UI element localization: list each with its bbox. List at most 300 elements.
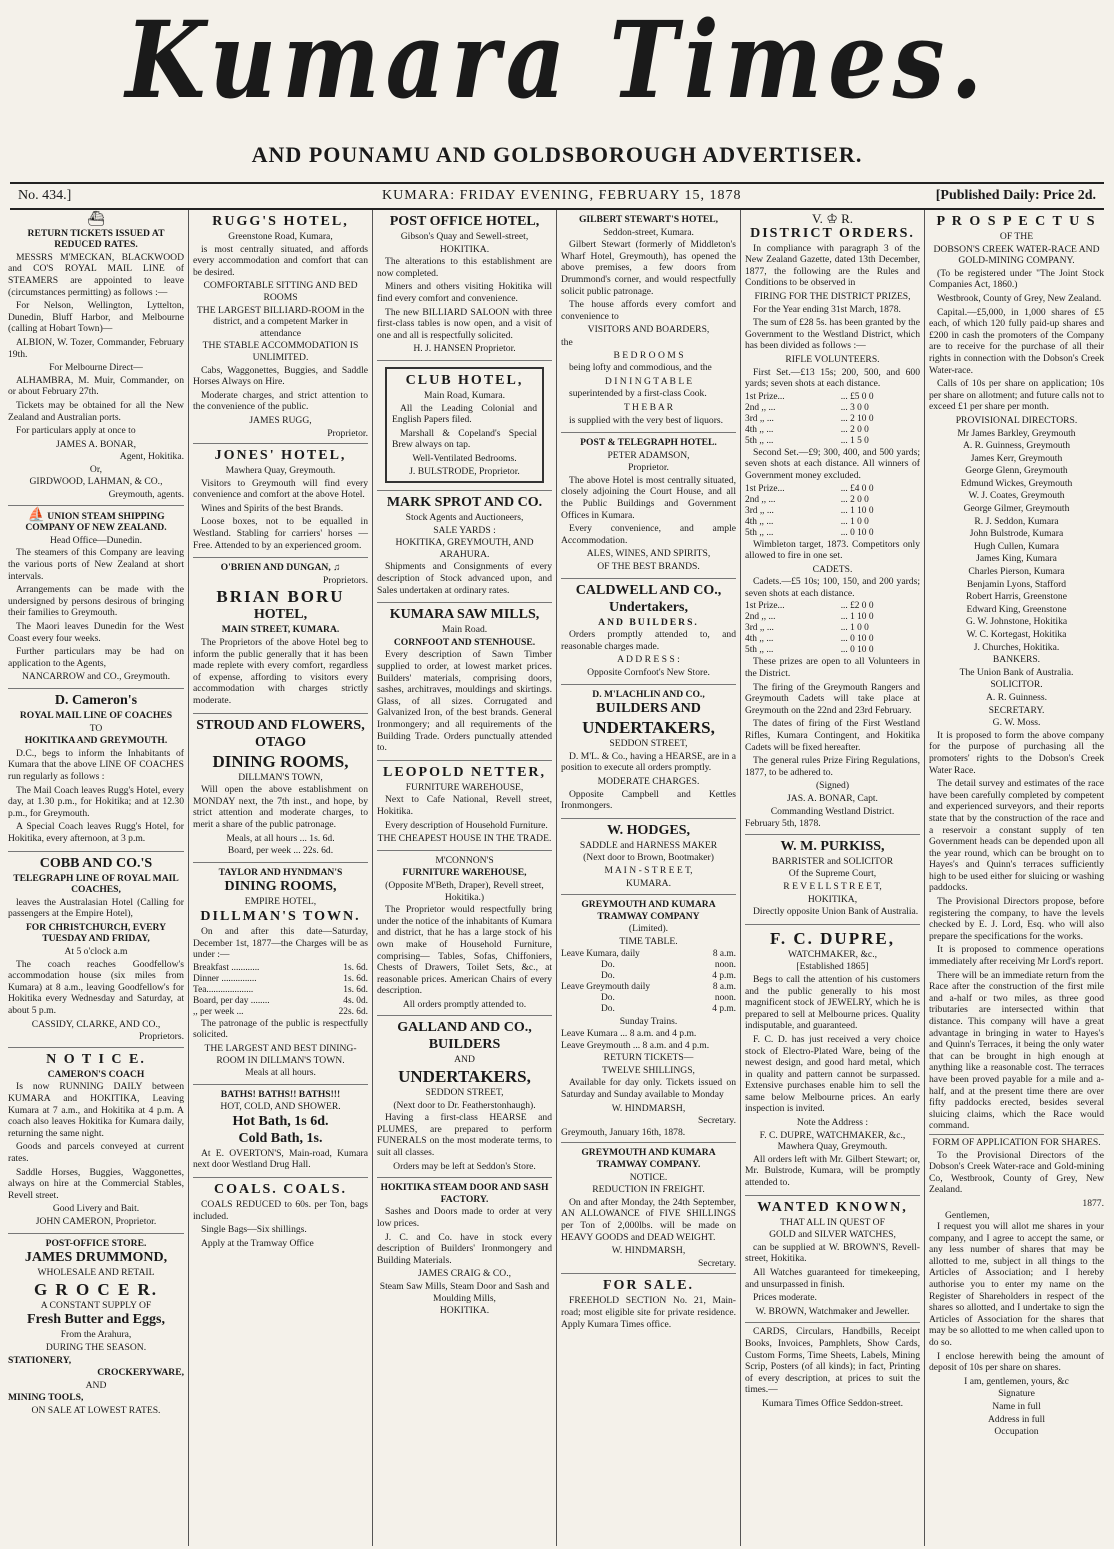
table-row	[745, 612, 920, 623]
advert-heading: W. HODGES,	[606, 822, 691, 838]
advert-body: For the Year ending 31st March, 1878.	[753, 303, 901, 315]
advert-signature: Kumara Times Office Seddon-street.	[761, 1397, 904, 1409]
advert-body: FREEHOLD SECTION No. 21, Main-road; most eligible site for private residence. Apply Kumara Times office.	[561, 1295, 736, 1330]
advert-rugg-hotel	[193, 210, 368, 444]
advert-line: FURNITURE WAREHOUSE,	[402, 867, 527, 879]
advert-heading: POST OFFICE HOTEL,	[389, 214, 540, 229]
advert-line: BUILDERS AND	[596, 701, 701, 717]
advert-heading: WANTED KNOWN,	[757, 1199, 908, 1215]
advert-body: Westbrook, County of Grey, New Zealand.	[937, 292, 1102, 304]
director-item: Benjamin Lyons, Stafford	[966, 578, 1067, 590]
table-cell: 5th ,, ...	[745, 645, 774, 656]
table-row	[193, 996, 368, 1007]
advert-hodges	[561, 819, 736, 895]
advert-line: Main Road.	[441, 624, 488, 636]
advert-line: M A I N - S T R E E T,	[604, 864, 693, 876]
advert-line: HOTEL,	[253, 607, 308, 623]
table-cell: ,, per week ...	[193, 1006, 244, 1017]
advert-line: ROYAL MAIL LINE OF COACHES	[19, 709, 173, 721]
advert-body: Calls of 10s per share on application; 10s per share on allotment; and future calls not to exceed £1 per share per month.	[929, 378, 1104, 413]
advert-signature: GIRDWOOD, LAHMAN, & CO.,	[29, 476, 163, 488]
table-cell: Board, per day ........	[193, 995, 270, 1006]
advert-body: is most centrally situated, and affords every accommodation and comfort that can be desired.	[193, 243, 368, 278]
advert-line: UNDERTAKERS,	[398, 1067, 531, 1087]
advert-heading: BATHS! BATHS!! BATHS!!!	[220, 1088, 341, 1100]
advert-for-sale	[561, 1274, 736, 1336]
advert-line: SEDDON STREET,	[425, 1087, 504, 1099]
advert-line: OF THE BEST BRANDS.	[597, 561, 700, 573]
table-cell: 8 a.m.	[712, 948, 736, 959]
advert-kumara-saw-mills	[377, 603, 552, 761]
advert-line: T H E B A R	[623, 401, 674, 413]
advert-line: EMPIRE HOTEL,	[244, 896, 317, 908]
advert-line: ALES, WINES, AND SPIRITS,	[586, 548, 711, 560]
table-cell: Dinner ...............	[193, 973, 257, 984]
advert-body: Begs to call the attention of his customers and the public generally to his most magnificent stock of JEWELRY, which he is prepared to sell at Melbourne prices. Quality indisputable, and guaranteed.	[745, 973, 920, 1032]
table-row	[745, 414, 920, 425]
advert-line: AND BUILDERS.	[598, 616, 699, 628]
advert-body: The general rules Prize Firing Regulations, 1877, to be adhered to.	[745, 755, 920, 778]
advert-drummond-store	[8, 1234, 184, 1422]
advert-line: THE LARGEST AND BEST DINING-ROOM IN DILLMAN'S TOWN.	[204, 1042, 357, 1066]
advert-line: Good Livery and Bait.	[52, 1203, 140, 1215]
column-4	[556, 210, 740, 1546]
advert-line: Meals, at all hours ... 1s. 6d.	[226, 832, 335, 844]
advert-line: Gentlemen,	[945, 1209, 990, 1221]
advert-line: PROVISIONAL DIRECTORS.	[955, 414, 1078, 426]
advert-body: Tickets may be obtained for all the New Zealand and Australian ports.	[8, 399, 184, 423]
district-orders	[745, 210, 920, 835]
advert-heading: STROUD AND FLOWERS,	[196, 717, 365, 733]
advert-line: COMFORTABLE SITTING AND BED ROOMS	[203, 280, 358, 303]
table-cell: ... 2 10 0	[840, 413, 874, 424]
advert-line: FURNITURE WAREHOUSE,	[405, 781, 524, 793]
table-row	[745, 392, 920, 403]
director-item: G. W. Johnstone, Hokitika	[965, 616, 1068, 628]
advert-line: CAMERON'S COACH	[47, 1068, 145, 1080]
table-cell: ... £2 0 0	[840, 601, 874, 612]
advert-signature: Secretary.	[698, 1257, 736, 1269]
advert-line: Board, per week ... 22s. 6d.	[227, 845, 334, 857]
advert-line: TELEGRAPH LINE OF ROYAL MAIL COACHES,	[13, 872, 179, 896]
advert-line: Greymouth, January 16th, 1878.	[561, 1126, 686, 1138]
form-field-label: Occupation	[994, 1426, 1039, 1438]
advert-line: HOKITIKA,	[807, 893, 858, 905]
advert-body: MESSRS M'MECKAN, BLACKWOOD and CO'S ROYAL MAIL LINE of STEAMERS are appointed to leave (circumstances permitting) as follows :—	[8, 251, 184, 298]
table-cell: ... £5 0 0	[840, 391, 874, 402]
advert-line: For Melbourne Direct—	[49, 362, 143, 374]
form-field-label: Name in full	[992, 1401, 1041, 1412]
advert-line: THE STABLE ACCOMMODATION IS UNLIMITED.	[202, 340, 359, 363]
table-cell: 1st Prize...	[745, 391, 785, 402]
advert-line: TWELVE SHILLINGS,	[602, 1064, 695, 1076]
dateline-bar	[10, 182, 1104, 210]
table-cell: ... 1 5 0	[840, 435, 869, 446]
table-cell: Leave Greymouth daily	[561, 981, 651, 992]
advert-line: UNDERTAKERS,	[582, 718, 715, 738]
advert-heading: GREYMOUTH AND KUMARA TRAMWAY COMPANY	[581, 899, 716, 922]
advert-signature: JAS. A. BONAR, Capt.	[787, 793, 878, 804]
table-cell: 22s. 6d.	[338, 1006, 368, 1017]
table-cell: ... 1 0 0	[840, 516, 869, 527]
table-row	[745, 645, 920, 656]
advert-body: The Proprietor would respectfully bring under the notice of the inhabitants of Kumara and district, that he has a large stock of his own make of Household Furniture, comprising— Tables, Sofas, Chiffoniers, Chests of Drawers, Toilet Sets, &c., at reasonable prices. American Chairs of every description.	[377, 904, 552, 997]
advert-line: Fresh Butter and Eggs,	[27, 1312, 165, 1328]
advert-line: (Next door to Dr. Featherstonhaugh).	[393, 1099, 536, 1111]
advert-heading: F. C. DUPRE,	[770, 928, 895, 948]
advert-body: Cabs, Waggonettes, Buggies, and Saddle Horses Always on Hire.	[193, 364, 368, 388]
advert-line: Note the Address :	[796, 1117, 869, 1129]
director-item: Edward King, Greenstone	[966, 603, 1067, 615]
advert-line: O'BRIEN AND DUNGAN,	[220, 562, 331, 574]
advert-line: B E D R O O M S	[613, 349, 684, 361]
advert-body: The Proprietors of the above Hotel beg to inform the public generally that it has been made replete with every comfort, regardless of expense, affording to visitors every accommodation with charges strictly moderate.	[193, 637, 368, 706]
table-cell: 4s. 0d.	[343, 995, 368, 1006]
table-row	[745, 623, 920, 634]
advert-line: Proprietors.	[322, 574, 368, 586]
director-item: Hugh Cullen, Kumara	[974, 540, 1059, 552]
table-cell: ... 0 10 0	[840, 634, 874, 645]
advert-signature: JAMES RUGG,	[249, 414, 312, 426]
advert-body: For Nelson, Wellington, Lyttelton, Dunedin, Bluff Harbor, and Melbourne (calling at Hobart Town)—	[8, 300, 184, 335]
director-item: John Bulstrode, Kumara	[969, 528, 1064, 540]
advert-body: Opposite Campbell and Kettles Ironmongers.	[561, 788, 736, 812]
advert-heading: P R O S P E C T U S	[936, 214, 1097, 229]
advert-body: I enclose herewith being the amount of deposit of 10s per share on shares.	[929, 1350, 1104, 1374]
advert-heading: W. M. PURKISS,	[780, 838, 885, 854]
advert-body: COALS REDUCED to 60s. per Ton, bags included.	[193, 1199, 368, 1222]
advert-body: Every convenience, and ample Accommodation.	[561, 523, 736, 546]
advert-line: [Established 1865]	[796, 961, 869, 973]
advert-line: TO	[89, 722, 103, 734]
table-cell: 1s. 6d.	[343, 962, 368, 973]
advert-heading: N O T I C E.	[46, 1051, 146, 1067]
columns	[4, 210, 1110, 1546]
advert-line: BANKERS.	[992, 654, 1041, 666]
advert-line: OTAGO	[254, 734, 307, 750]
advert-line: JAMES DRUMMOND,	[24, 1250, 168, 1266]
table-cell: 2nd ,, ...	[745, 494, 776, 505]
advert-body: Capital.—£5,000, in 1,000 shares of £5 each, of which 120 fully paid-up shares and £200 in cash the promoters of the Company are to receive for the purchase of all their rights in connection with the Dobson's Creek Water-race.	[929, 306, 1104, 376]
advert-body: Marshall & Copeland's Special Brew always on tap.	[392, 427, 537, 451]
table-cell: ... £4 0 0	[840, 483, 874, 494]
advert-wanted-known	[745, 1196, 920, 1324]
advert-body: ALHAMBRA, M. Muir, Commander, on or about February 27th.	[8, 374, 184, 398]
advert-body: being lofty and commodious, and the	[569, 362, 712, 374]
advert-body: The sum of £28 5s. has been granted by the Government to the Westland District, which has been divided as follows :—	[745, 317, 920, 352]
director-item: James King, Kumara	[976, 553, 1057, 565]
advert-line: RETURN TICKETS—	[603, 1052, 694, 1064]
table-cell: Leave Kumara, daily	[561, 948, 640, 959]
advert-line: RIFLE VOLUNTEERS.	[785, 353, 880, 365]
table-row	[745, 634, 920, 645]
advert-line: MODERATE CHARGES.	[597, 775, 700, 787]
advert-body: The above Hotel is most centrally situated, closely adjoining the Court House, and all the Public Buildings and Government Offices in Kumara.	[561, 474, 736, 521]
advert-heading: GREYMOUTH AND KUMARA TRAMWAY COMPANY.	[581, 1147, 716, 1171]
advert-body: The Provisional Directors propose, before registering the company, to have the levels checked by E. J. Lord, Esq. who will also prepare the specifications for the works.	[929, 896, 1104, 942]
table-cell: ... 0 10 0	[840, 527, 874, 538]
advert-body: CARDS, Circulars, Handbills, Receipt Books, Invoices, Pamphlets, Show Cards, Custom Forms, Time Sheets, Labels, Mining Scrip, Posters (of all kinds); in fact, Printing of every description, at prices to suit the times.—	[745, 1326, 920, 1396]
table-cell: 3rd ,, ...	[745, 413, 774, 424]
crest-letter: R.	[841, 211, 854, 226]
advert-coals	[193, 1178, 368, 1255]
advert-line: CROCKERYWARE,	[97, 1367, 184, 1379]
issue-number: No. 434.]	[18, 188, 72, 203]
advert-body: Further particulars may be had on application to the Agents,	[8, 646, 184, 669]
table-row	[745, 517, 920, 528]
advert-body: Having a first-class HEARSE and PLUMES, are prepared to perform FUNERALS on the most moderate terms, to suit all classes.	[377, 1112, 552, 1159]
advert-body: There will be an immediate return from the Race after the construction of the first mile and a-half or two miles, as three good tributaries are intersected within that distance. This company will have a great advantage in bringing in water to Hayes's and Quinn's Terraces, it being the only water that can be brought in high enough at anything like a reasonable cost. The terraces have been proved payable for a mile and a-half, and at the present time there are over fifty paddocks erected, besides several sluicing claims, which the Race would command.	[929, 969, 1104, 1132]
table-cell: 1st Prize...	[745, 483, 785, 494]
prize-table	[745, 601, 920, 656]
advert-body: leaves the Australasian Hotel (Calling for passengers at the Empire Hotel),	[8, 896, 184, 920]
advert-line: VISITORS AND BOARDERS,	[587, 324, 710, 336]
advert-body: The Maori leaves Dunedin for the West Coast every four weeks.	[8, 621, 184, 644]
advert-line: Or,	[89, 463, 103, 475]
advert-line: DOBSON'S CREEK WATER-RACE AND GOLD-MINING COMPANY.	[933, 243, 1100, 267]
table-cell: 3rd ,, ...	[745, 505, 774, 516]
table-cell: Breakfast ............	[193, 962, 260, 973]
advert-signature: NANCARROW and CO., Greymouth.	[22, 671, 170, 683]
advert-mcconnon	[377, 851, 552, 1017]
advert-line: REDUCTION IN FREIGHT.	[592, 1184, 705, 1196]
advert-heading: MARK SPROT AND CO.	[386, 495, 543, 511]
advert-line: Well-Ventilated Bedrooms.	[412, 452, 517, 464]
advert-line: Undertakers,	[609, 599, 688, 615]
newspaper-title: Kumara Times.	[125, 0, 989, 123]
advert-body: Every description of Sawn Timber supplied to order, at lowest market prices. Builders' materials, comprising doors, sashes, architraves, mouldings and skirtings. Glass, of all sizes. Corrugated and Galvanized Iron, of the best brands. General Ironmongery; and all requirements of the Building Trade. Orders punctually attended to.	[377, 649, 552, 754]
advert-taylor-hyndman	[193, 863, 368, 1085]
advert-line: DINING ROOMS,	[224, 879, 337, 895]
advert-line: February 5th, 1878.	[745, 818, 821, 830]
advert-heading: RUGG'S HOTEL,	[212, 214, 349, 229]
director-item: George Glenn, Greymouth	[965, 465, 1068, 477]
advert-heading: KUMARA SAW MILLS,	[389, 607, 540, 623]
director-item: Charles Pierson, Kumara	[968, 566, 1065, 578]
table-row	[193, 974, 368, 985]
advert-line: (Limited).	[628, 923, 669, 935]
steamship-icon: ⛴	[87, 212, 105, 227]
table-row	[745, 484, 920, 495]
table-row	[745, 601, 920, 612]
director-item: R. J. Seddon, Kumara	[974, 515, 1059, 527]
table-cell: 4 p.m.	[712, 1003, 736, 1014]
advert-signature: CASSIDY, CLARKE, AND CO.,	[31, 1018, 161, 1030]
table-cell: 1s. 6d.	[343, 984, 368, 995]
advert-line: FOR CHRISTCHURCH, EVERY TUESDAY AND FRIDAY,	[25, 921, 167, 945]
advert-line: WATCHMAKER, &c.,	[787, 948, 877, 960]
advert-line: At 5 o'clock a.m	[64, 946, 128, 958]
table-cell: Do.	[601, 959, 615, 970]
advert-line: Orders may be left at Seddon's Store.	[393, 1160, 536, 1172]
advert-body: Single Bags—Six shillings.	[201, 1224, 307, 1236]
advert-line: (Next door to Brown, Bootmaker)	[583, 852, 714, 864]
table-cell: 1s. 6d.	[343, 973, 368, 984]
advert-line: CORNFOOT AND STENHOUSE.	[393, 636, 536, 648]
table-cell: ... 2 0 0	[840, 424, 869, 435]
advert-signature: H. J. HANSEN Proprietor.	[413, 343, 516, 355]
prize-table	[745, 392, 920, 447]
advert-line: DILLMAN'S TOWN.	[200, 908, 361, 924]
advert-line: DURING THE SEASON.	[45, 1341, 147, 1353]
advert-body: Every description of Household Furniture.	[385, 819, 548, 831]
table-cell: ... 1 10 0	[840, 505, 874, 516]
table-cell: ... 2 0 0	[840, 494, 869, 505]
advert-body: On and after this date—Saturday, December 1st, 1877—the Charges will be as under :—	[193, 925, 368, 961]
advert-union-steam	[8, 506, 184, 689]
advert-body: I request you will allot me shares in your company, and I agree to accept the same, or any less number of shares that may be allotted to me, subject in all things to the Articles of Association; and I hereby authorise you to enter my name on the Register of Shareholders in respect of the shares so allotted, and I undertake to sign the Articles of Association for the shares that may be so allotted to me when called upon to do so.	[929, 1221, 1104, 1349]
table-cell: ... 1 10 0	[840, 612, 874, 623]
advert-signature: JAMES CRAIG & CO.,	[417, 1268, 512, 1280]
advert-line: HOKITIKA.	[439, 243, 490, 255]
table-cell: ... 3 0 0	[840, 402, 869, 413]
advert-body: Shipments and Consignments of every description of Stock advanced upon, and Sales undertaken at ordinary rates.	[377, 561, 552, 596]
column-2	[188, 210, 372, 1546]
advert-body: At E. OVERTON'S, Main-road, Kumara next door Westland Drug Hall.	[193, 1147, 368, 1171]
advert-body: A Special Coach leaves Rugg's Hotel, for Hokitika, every afternoon, at 3 p.m.	[8, 821, 184, 844]
table-cell: Do.	[601, 992, 615, 1003]
advert-line: Cold Bath, 1s.	[238, 1130, 323, 1146]
table-cell: 2nd ,, ...	[745, 402, 776, 413]
advert-body: Orders promptly attended to, and reasonable charges made.	[561, 629, 736, 652]
advert-line: Stock Agents and Auctioneers,	[405, 512, 524, 524]
advert-line: BARRISTER and SOLICITOR	[771, 855, 894, 867]
masthead	[0, 0, 1114, 142]
advert-body: Directly opposite Union Bank of Australia.	[753, 906, 919, 918]
advert-line: Greenstone Road, Kumara,	[228, 231, 333, 242]
advert-line: THE CHEAPEST HOUSE IN THE TRADE.	[377, 833, 552, 845]
advert-heading: M'CONNON'S	[435, 854, 494, 866]
advert-line: Meals at all hours.	[245, 1067, 316, 1079]
advert-line: AND	[85, 1379, 107, 1391]
advert-line: HOT, COLD, AND SHOWER.	[220, 1101, 341, 1113]
advert-line: D I N I N G T A B L E	[604, 375, 693, 387]
advert-body: D.C., begs to inform the Inhabitants of Kumara that the above LINE OF COACHES run regularly as follows :	[8, 747, 184, 782]
advert-body: The dates of firing of the First Westland Rifles, Kumara Contingent, and Hokitika Cadets will be fixed hereafter.	[745, 718, 920, 753]
crest-letter: V.	[811, 211, 823, 226]
advert-line: Proprietor.	[628, 462, 669, 474]
column-3	[372, 210, 556, 1546]
advert-line: G. W. Moss.	[992, 717, 1041, 729]
advert-body: Moderate charges, and strict attention to the convenience of the public.	[193, 389, 368, 413]
advert-line: Leave Greymouth ... 8 a.m. and 4 p.m.	[561, 1039, 710, 1051]
advert-line: G R O C E R.	[33, 1279, 159, 1299]
table-row	[745, 436, 920, 447]
advert-body: Apply at the Tramway Office	[201, 1237, 314, 1249]
table-cell: 2nd ,, ...	[745, 612, 776, 623]
advert-body: These prizes are open to all Volunteers in the District.	[745, 656, 920, 680]
advert-heading: DISTRICT ORDERS.	[750, 225, 915, 241]
advert-body: Visitors to Greymouth will find every convenience and comfort at the above Hotel.	[193, 477, 368, 501]
advert-line: Head Office—Dunedin.	[50, 534, 142, 546]
advert-body: D. M'L. & Co., having a HEARSE, are in a position to execute all orders promptly.	[561, 750, 736, 774]
harp-icon: ♫	[333, 562, 341, 574]
column-6	[924, 210, 1108, 1546]
advert-line: SOLICITOR.	[990, 679, 1043, 691]
table-row	[561, 993, 736, 1004]
sailing-ship-icon: ⛵	[27, 507, 45, 523]
advert-cameron-coaches	[8, 689, 184, 852]
director-item: Robert Harris, Greenstone	[966, 591, 1067, 603]
advert-mark-sprot	[377, 491, 552, 603]
advert-body: Loose boxes, not to be equalled in Westland. Stabling for carriers' horses —Free. Attended to by an experienced groom.	[193, 516, 368, 551]
advert-body: The detail survey and estimates of the race have been carefully completed by competent and experienced surveyors, and their reports state that by the construction of the race and a reservoir a constant supply of ten Government heads can be depended upon all the year round, which can be brought on to Hayes's and Quinn's terraces sufficiently high to be used either for sluicing or washing paddocks.	[929, 778, 1104, 894]
advert-heading: CALDWELL AND CO.,	[575, 582, 722, 598]
advert-body: The alterations to this establishment are now completed.	[377, 256, 552, 279]
advert-line: HOKITIKA, GREYMOUTH, AND ARAHURA.	[395, 537, 534, 560]
advert-body: On and after Monday, the 24th September, AN ALLOWANCE of FIVE SHILLINGS per Ton of 2,000lbs. will be made on HEAVY GOODS and DEAD WEIGHT.	[561, 1196, 736, 1243]
advert-body: Cadets.—£5 10s; 100, 150, and 200 yards; seven shots at each distance.	[745, 576, 920, 599]
table-row	[561, 949, 736, 960]
advert-body: can be supplied at W. BROWN'S, Revell-street, Hokitika.	[745, 1241, 920, 1265]
advert-line: SEDDON STREET,	[609, 738, 688, 750]
advert-stroud-flowers	[193, 714, 368, 863]
advert-purkiss	[745, 835, 920, 925]
advert-body: All the Leading Colonial and English Papers filed.	[392, 402, 537, 426]
advert-mlachlin	[561, 685, 736, 819]
advert-line: Seddon-street, Kumara.	[603, 226, 694, 238]
advert-line: The Union Bank of Australia.	[959, 666, 1074, 678]
advert-body: J. C. and Co. have in stock every description of Builders' Ironmongery and Building Materials.	[377, 1231, 552, 1266]
advert-sash-factory	[377, 1178, 552, 1322]
advert-signature: W. BROWN, Watchmaker and Jeweller.	[755, 1305, 910, 1317]
advert-heading: COBB AND CO.'S	[39, 855, 153, 871]
table-cell: 4 p.m.	[712, 970, 736, 981]
advert-body: Wines and Spirits of the best Brands.	[201, 502, 344, 514]
table-cell: noon.	[714, 992, 736, 1003]
advert-line: NOTICE.	[629, 1171, 668, 1183]
advert-signature: JAMES A. BONAR,	[56, 438, 136, 450]
advert-line: FORM OF APPLICATION FOR SHARES.	[929, 1134, 1104, 1149]
advert-printing-cards	[745, 1323, 920, 1414]
director-item: W. J. Coates, Greymouth	[968, 490, 1065, 502]
advert-body: Gilbert Stewart (formerly of Middleton's Wharf Hotel, Greymouth), has opened the above premises, a few doors from Drummond's corner, and would respectfully solicit public patronage.	[561, 239, 736, 297]
advert-line: (Opposite M'Beth, Draper), Revell street, Hokitika.)	[385, 879, 544, 903]
advert-line: KUMARA.	[625, 877, 672, 889]
table-cell: Tea....................	[193, 984, 254, 995]
advert-stewart-hotel	[561, 210, 736, 433]
table-cell: 5th ,, ...	[745, 435, 774, 446]
director-item: J. Churches, Hokitika.	[973, 641, 1060, 653]
advert-body: Will open the above establishment on MONDAY next, the 7th inst., and hope, by strict attention and moderate charges, to merit a share of the public patronage.	[193, 784, 368, 830]
advert-line: Hot Bath, 1s 6d.	[232, 1113, 329, 1129]
advert-body: The Mail Coach leaves Rugg's Hotel, every day, at 1.30 p.m., for Hokitika; and at 12.30 p.m., for Greymouth.	[8, 784, 184, 819]
advert-line: 1877.	[1082, 1197, 1104, 1209]
advert-post-office-hotel	[377, 210, 552, 361]
table-row	[745, 506, 920, 517]
advert-body: It is proposed to commence operations immediately after receiving Mr Lord's report.	[929, 944, 1104, 968]
advert-body: The patronage of the public is respectfully solicited.	[193, 1017, 368, 1041]
advert-signature: J. BULSTRODE, Proprietor.	[409, 465, 520, 477]
advert-body: For particulars apply at once to	[16, 425, 136, 437]
advert-line: HOKITIKA AND GREYMOUTH.	[24, 735, 168, 747]
advert-line: A. R. Guinness.	[985, 691, 1048, 703]
advert-heading: COALS. COALS.	[214, 1182, 347, 1198]
advert-signature: W. HINDMARSH,	[611, 1245, 686, 1257]
advert-line: Sunday Trains.	[619, 1015, 678, 1027]
advert-heading: BRIAN BORU	[216, 587, 345, 607]
advert-line: A D D R E S S :	[617, 654, 680, 666]
advert-signature: Proprietor.	[327, 427, 368, 439]
advert-line: From the Arahura,	[60, 1329, 132, 1341]
advert-brian-boru	[193, 558, 368, 713]
advert-body: (To be registered under "The Joint Stock Companies Act, 1860.)	[929, 267, 1104, 291]
advert-line: RETURN TICKETS ISSUED AT REDUCED RATES.	[27, 227, 165, 251]
advert-heading: TAYLOR AND HYNDMAN'S	[218, 866, 343, 878]
advert-baths	[193, 1085, 368, 1178]
table-row	[561, 960, 736, 971]
advert-signature: Commanding Westland District.	[770, 805, 895, 817]
